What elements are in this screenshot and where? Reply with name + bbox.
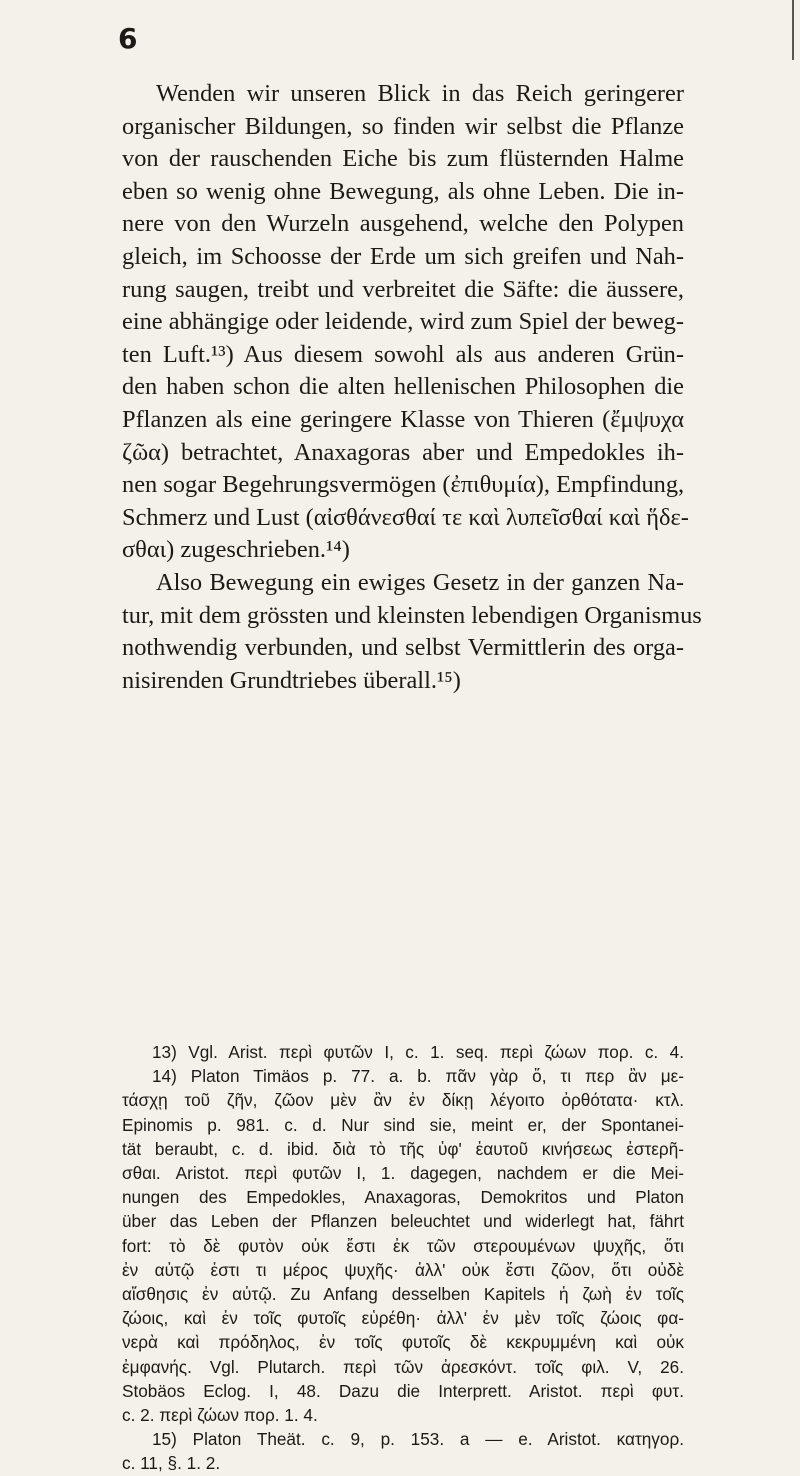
- footnote-line: τάσχῃ τοῦ ζῆν, ζῶον μὲν ἂν ἐν δίκῃ λέγοιτο ὀρθότατα· κτλ.: [122, 1090, 684, 1111]
- footnote-line: 15) Platon Theät. c. 9, p. 153. a — e. Aristot. κατηγορ.: [152, 1429, 684, 1450]
- body-line: von der rauschenden Eiche bis zum flüsternden Halme: [122, 145, 684, 173]
- footnote-line: νερὰ καὶ πρόδηλος, ἐν τοῖς φυτοῖς δὲ κεκρυμμένη καὶ οὐκ: [122, 1332, 684, 1353]
- body-line: eine abhängige oder leidende, wird zum Spiel der beweg-: [122, 308, 684, 336]
- body-line: Also Bewegung ein ewiges Gesetz in der ganzen Na-: [156, 568, 684, 596]
- body-line: ten Luft.¹³) Aus diesem sowohl als aus anderen Grün-: [122, 340, 684, 368]
- footnote-line: über das Leben der Pflanzen beleuchtet und widerlegt hat, fährt: [122, 1211, 684, 1232]
- footnote-line: 13) Vgl. Arist. περὶ φυτῶν I, c. 1. seq. περὶ ζώων πορ. c. 4.: [152, 1042, 684, 1062]
- body-line: nen sogar Begehrungsvermögen (ἐπιθυμία), Empfindung,: [122, 471, 685, 499]
- body-line: nisirenden Grundtriebes überall.¹⁵): [122, 666, 461, 694]
- footnote-line: Stobäos Eclog. I, 48. Dazu die Interprett. Aristot. περὶ φυτ.: [122, 1380, 684, 1401]
- body-line: nere von den Wurzeln ausgehend, welche den Polypen: [122, 210, 684, 238]
- footnote-line: ζώοις, καὶ ἐν τοῖς φυτοῖς εὑρέθη· ἀλλ' ἐν μὲν τοῖς ζώοις φα-: [122, 1308, 684, 1329]
- page-edge-line: [792, 0, 794, 60]
- body-line: nothwendig verbunden, und selbst Vermittlerin des orga-: [122, 634, 684, 662]
- footnote-line: tät beraubt, c. d. ibid. διὰ τὸ τῆς ὑφ' ἑαυτοῦ κινήσεως ἐστερῆ-: [122, 1138, 684, 1159]
- body-line: Wenden wir unseren Blick in das Reich geringerer: [156, 80, 684, 107]
- footnote-line: αἴσθησις ἐν αὐτῷ. Zu Anfang desselben Kapitels ἡ ζωὴ ἐν τοῖς: [122, 1284, 684, 1305]
- body-line: rung saugen, treibt und verbreitet die Säfte: die äussere,: [122, 275, 684, 303]
- footnotes: [122, 1040, 684, 1476]
- footnote-line: Epinomis p. 981. c. d. Nur sind sie, meint er, der Spontanei-: [122, 1114, 684, 1135]
- body-line: tur, mit dem grössten und kleinsten lebendigen Organismus: [122, 601, 702, 629]
- body-line: ζῶα) betrachtet, Anaxagoras aber und Empedokles ih-: [122, 438, 684, 466]
- body-line: gleich, im Schoosse der Erde um sich greifen und Nah-: [122, 242, 684, 270]
- footnote-line: ἐμφανής. Vgl. Plutarch. περὶ τῶν ἀρεσκόντ. τοῖς φιλ. V, 26.: [122, 1356, 684, 1377]
- body-line: Pflanzen als eine geringere Klasse von Thieren (ἔμψυχα: [122, 405, 684, 433]
- footnote-line: fort: τὸ δὲ φυτὸν οὐκ ἔστι ἐκ τῶν στερουμένων ψυχῆς, ὅτι: [122, 1235, 684, 1256]
- body-line: Schmerz und Lust (αἰσθάνεσθαί τε καὶ λυπεῖσθαί καὶ ἥδε-: [122, 503, 689, 531]
- body-line: den haben schon die alten hellenischen Philosophen die: [122, 373, 684, 401]
- footnote-line: 14) Platon Timäos p. 77. a. b. πᾶν γὰρ ὅ, τι περ ἂν με-: [152, 1066, 684, 1087]
- body-line: eben so wenig ohne Bewegung, als ohne Leben. Die in-: [122, 177, 684, 205]
- footnote-line: c. 11, §. 1. 2.: [122, 1453, 221, 1474]
- footnote-line: c. 2. περὶ ζώων πορ. 1. 4.: [122, 1405, 318, 1426]
- main-text: [122, 78, 702, 697]
- page-number: 6: [118, 22, 138, 55]
- body-line: σθαι) zugeschrieben.¹⁴): [122, 536, 350, 564]
- footnote-line: nungen des Empedokles, Anaxagoras, Demokritos und Platon: [122, 1187, 684, 1208]
- footnote-line: ἐν αὐτῷ ἐστι τι μέρος ψυχῆς· ἀλλ' οὐκ ἔστι ζῶον, ὅτι οὐδὲ: [122, 1259, 684, 1280]
- body-line: organischer Bildungen, so finden wir selbst die Pflanze: [122, 112, 684, 140]
- footnote-line: σθαι. Aristot. περὶ φυτῶν I, 1. dagegen, nachdem er die Mei-: [122, 1163, 684, 1184]
